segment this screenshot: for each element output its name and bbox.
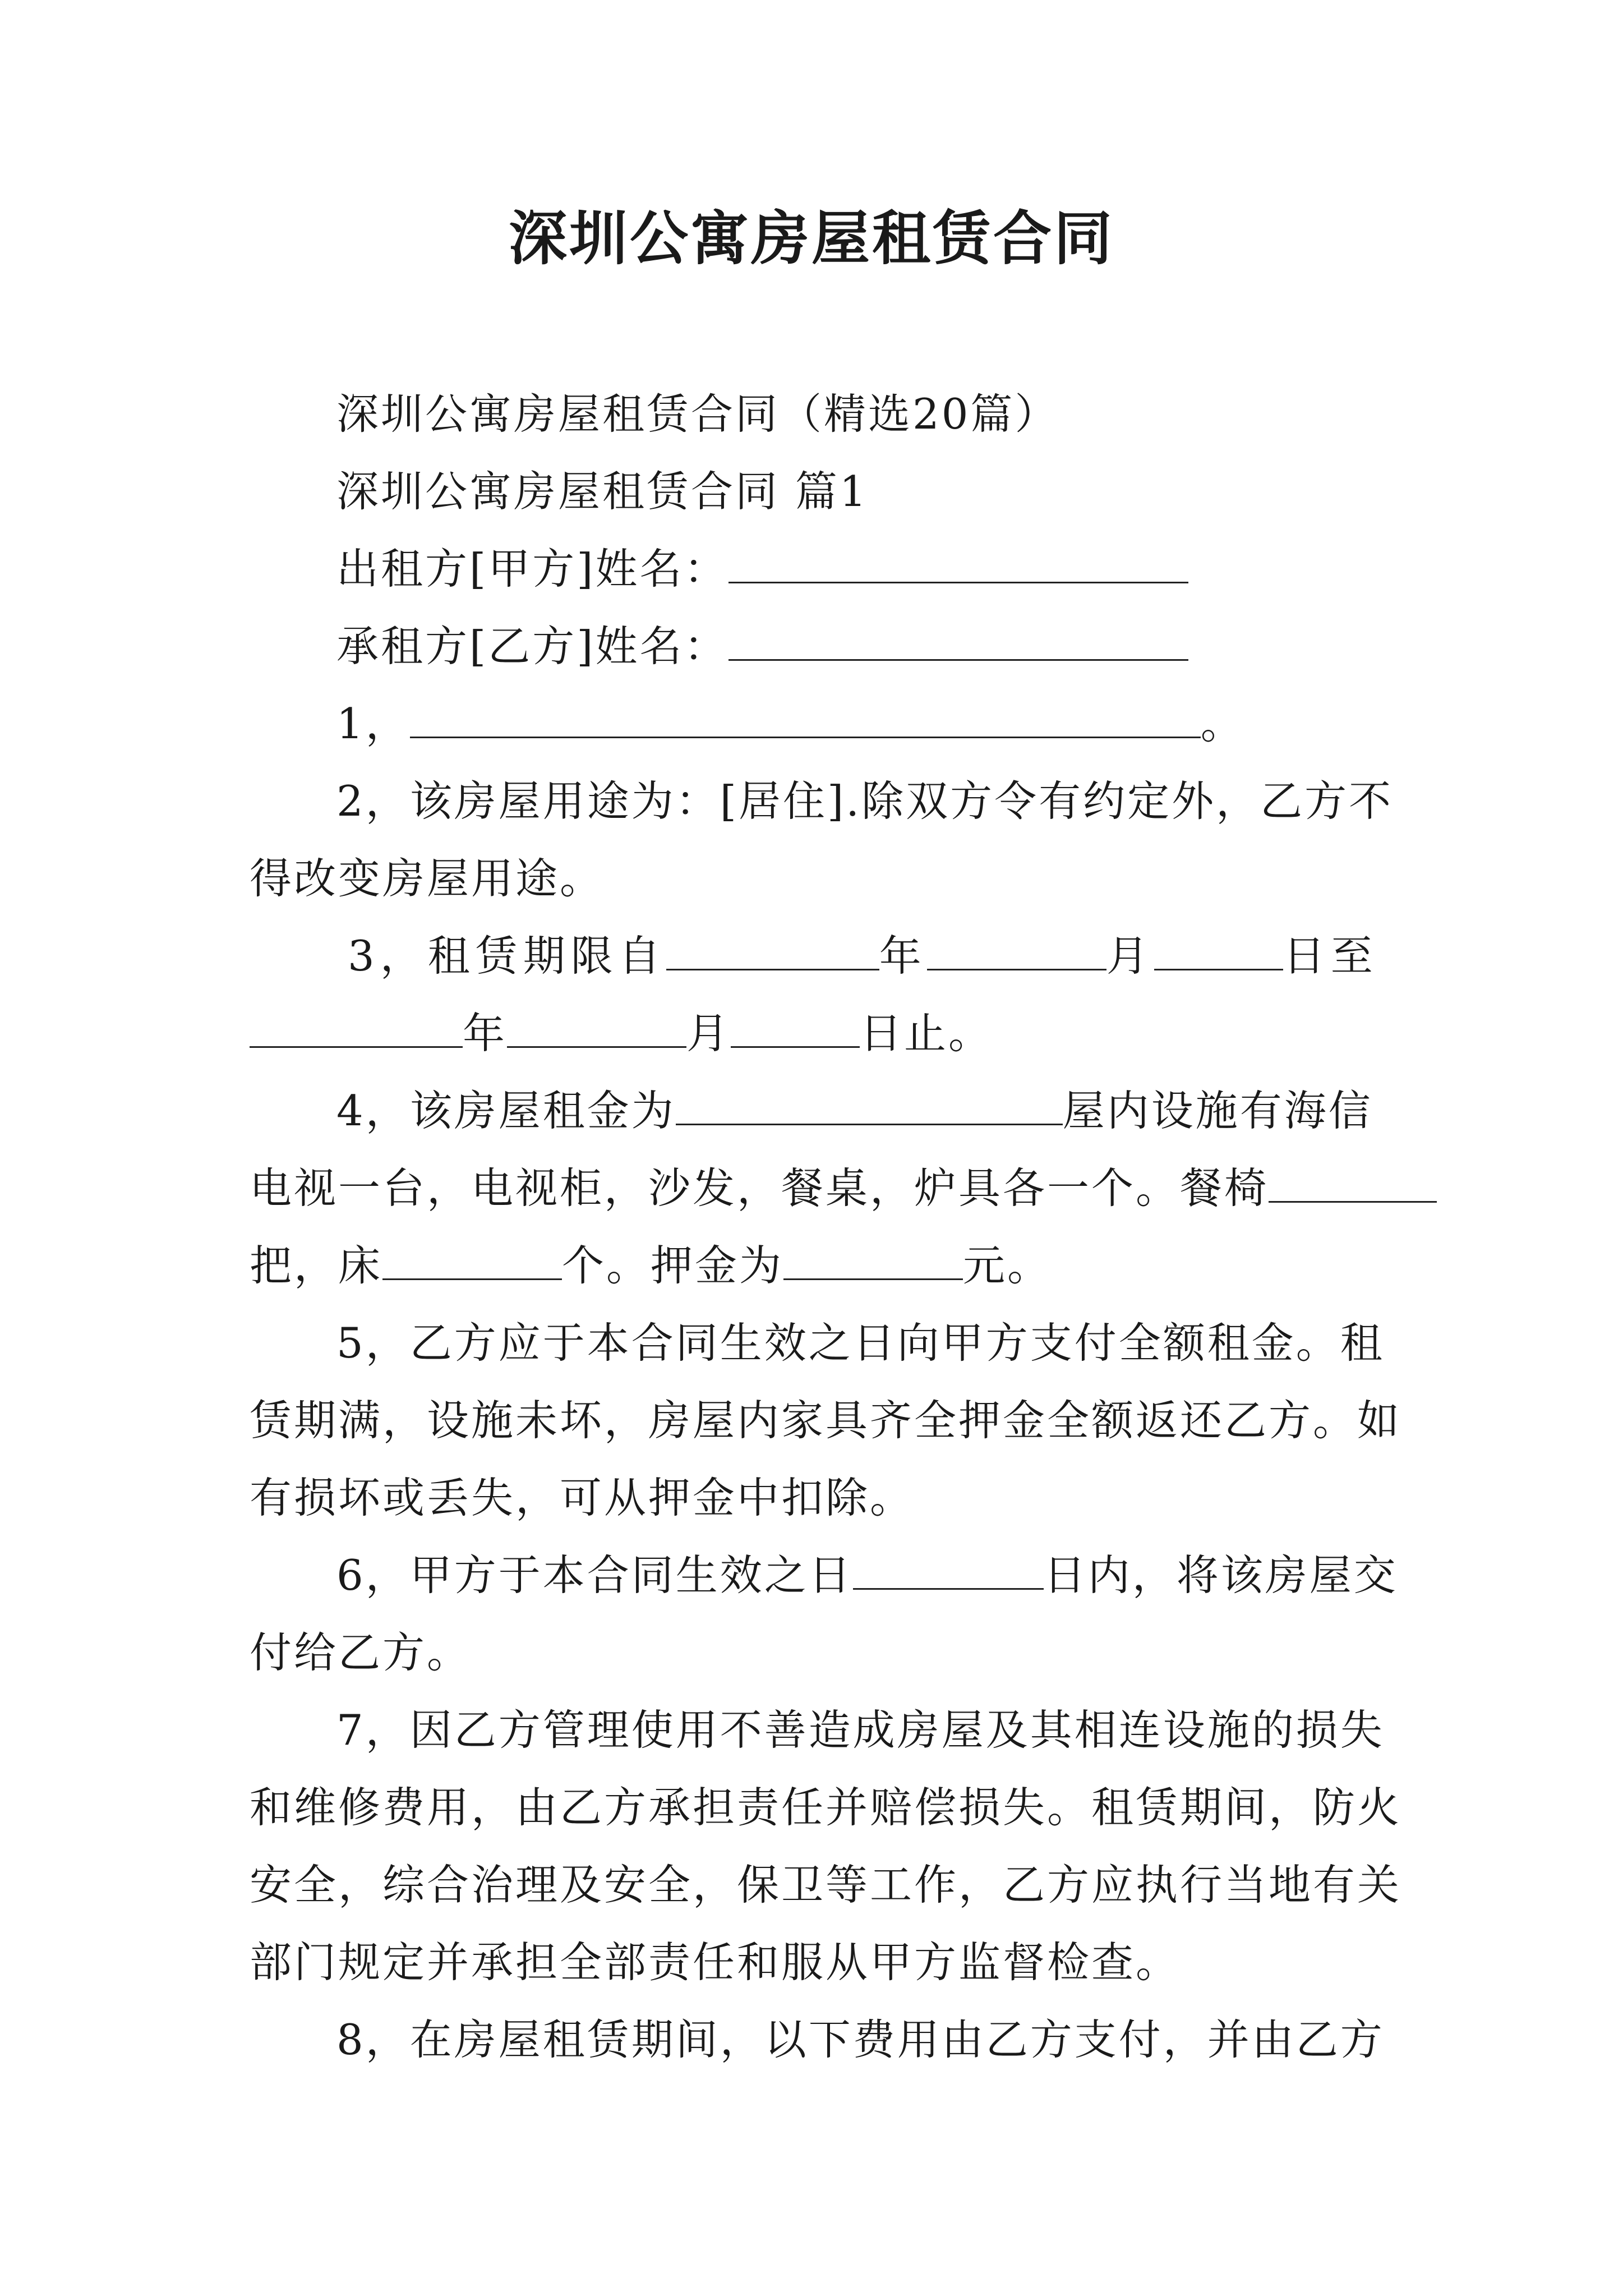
item-4-e: 个。押金为 bbox=[562, 1241, 784, 1290]
item-2-line-2: 得改变房屋用途。 bbox=[250, 854, 605, 903]
item-4-c: 电视一台，电视柜，沙发，餐桌，炉具各一个。餐椅 bbox=[250, 1163, 1269, 1213]
item-3-f: 月 bbox=[686, 1009, 731, 1058]
item-1-suffix: 。 bbox=[1200, 699, 1245, 748]
item-7-line-4: 部门规定并承担全部责任和服从甲方监督检查。 bbox=[250, 1938, 1181, 1987]
delivery-days-blank bbox=[853, 1549, 1044, 1590]
document-title: 深圳公寓房屋租赁合同 bbox=[508, 204, 1114, 273]
item-3-c: 月 bbox=[1106, 931, 1154, 981]
item-4-line-2 bbox=[250, 1161, 1437, 1215]
item-4-f: 元。 bbox=[963, 1241, 1052, 1290]
lease-start-day-blank bbox=[1154, 930, 1283, 970]
item-4-line-1 bbox=[336, 1084, 1373, 1138]
item-8-line-1: 8，在房屋租赁期间，以下费用由乙方支付，并由乙方 bbox=[336, 2015, 1385, 2064]
item-3-e: 年 bbox=[463, 1009, 508, 1058]
item-4-line-3 bbox=[250, 1239, 1052, 1292]
item-3-line-1 bbox=[348, 929, 1378, 983]
item-4-b: 屋内设施有海信 bbox=[1062, 1086, 1373, 1135]
lessee-name-blank bbox=[728, 620, 1188, 661]
item-3-b: 年 bbox=[879, 931, 927, 981]
item-6-line-2: 付给乙方。 bbox=[250, 1628, 472, 1677]
item-5-line-3: 有损坏或丢失，可从押金中扣除。 bbox=[250, 1473, 915, 1522]
bed-count-blank bbox=[382, 1239, 562, 1280]
item-1-blank bbox=[410, 697, 1201, 738]
item-3-d: 日至 bbox=[1283, 931, 1378, 981]
lease-end-year-blank bbox=[250, 1007, 463, 1048]
item-7-line-1: 7，因乙方管理使用不善造成房屋及其相连设施的损失 bbox=[336, 1705, 1385, 1755]
item-6-b: 日内，将该房屋交 bbox=[1043, 1550, 1398, 1600]
item-7-line-2: 和维修费用，由乙方承担责任并赔偿损失。租赁期间，防火 bbox=[250, 1783, 1402, 1832]
item-5-line-2: 赁期满，设施未坏，房屋内家具齐全押金全额返还乙方。如 bbox=[250, 1396, 1402, 1445]
item-6-line-1 bbox=[336, 1548, 1398, 1602]
rent-amount-blank bbox=[676, 1084, 1063, 1125]
subtitle: 深圳公寓房屋租赁合同（精选20篇） bbox=[336, 389, 1059, 439]
lessor-label: 出租方[甲方]姓名： bbox=[336, 544, 728, 593]
lease-end-month-blank bbox=[507, 1007, 686, 1048]
item-7-line-3: 安全，综合治理及安全，保卫等工作，乙方应执行当地有关 bbox=[250, 1860, 1402, 1910]
item-2-line-1: 2，该房屋用途为：[居住].除双方令有约定外，乙方不 bbox=[336, 776, 1394, 826]
item-4-d: 把，床 bbox=[250, 1241, 383, 1290]
item-1-prefix: 1， bbox=[336, 699, 410, 748]
item-3-a: 3，租赁期限自 bbox=[348, 931, 666, 981]
lease-start-year-blank bbox=[666, 930, 879, 970]
item-5-line-1: 5，乙方应于本合同生效之日向甲方支付全额租金。租 bbox=[336, 1318, 1385, 1368]
item-1-line bbox=[336, 697, 1245, 751]
item-4-a: 4，该房屋租金为 bbox=[336, 1086, 676, 1135]
deposit-amount-blank bbox=[783, 1239, 963, 1280]
lessee-label: 承租方[乙方]姓名： bbox=[336, 622, 728, 671]
item-6-a: 6，甲方于本合同生效之日 bbox=[336, 1550, 853, 1600]
lessee-name-line bbox=[336, 619, 1188, 673]
chair-count-blank bbox=[1269, 1162, 1437, 1203]
item-3-line-2 bbox=[250, 1006, 993, 1060]
lease-end-day-blank bbox=[731, 1007, 860, 1048]
lessor-name-line bbox=[336, 542, 1188, 596]
item-3-g: 日止。 bbox=[860, 1009, 993, 1058]
lease-start-month-blank bbox=[927, 930, 1106, 970]
lessor-name-blank bbox=[728, 542, 1188, 583]
section-heading: 深圳公寓房屋租赁合同 篇1 bbox=[336, 467, 869, 516]
